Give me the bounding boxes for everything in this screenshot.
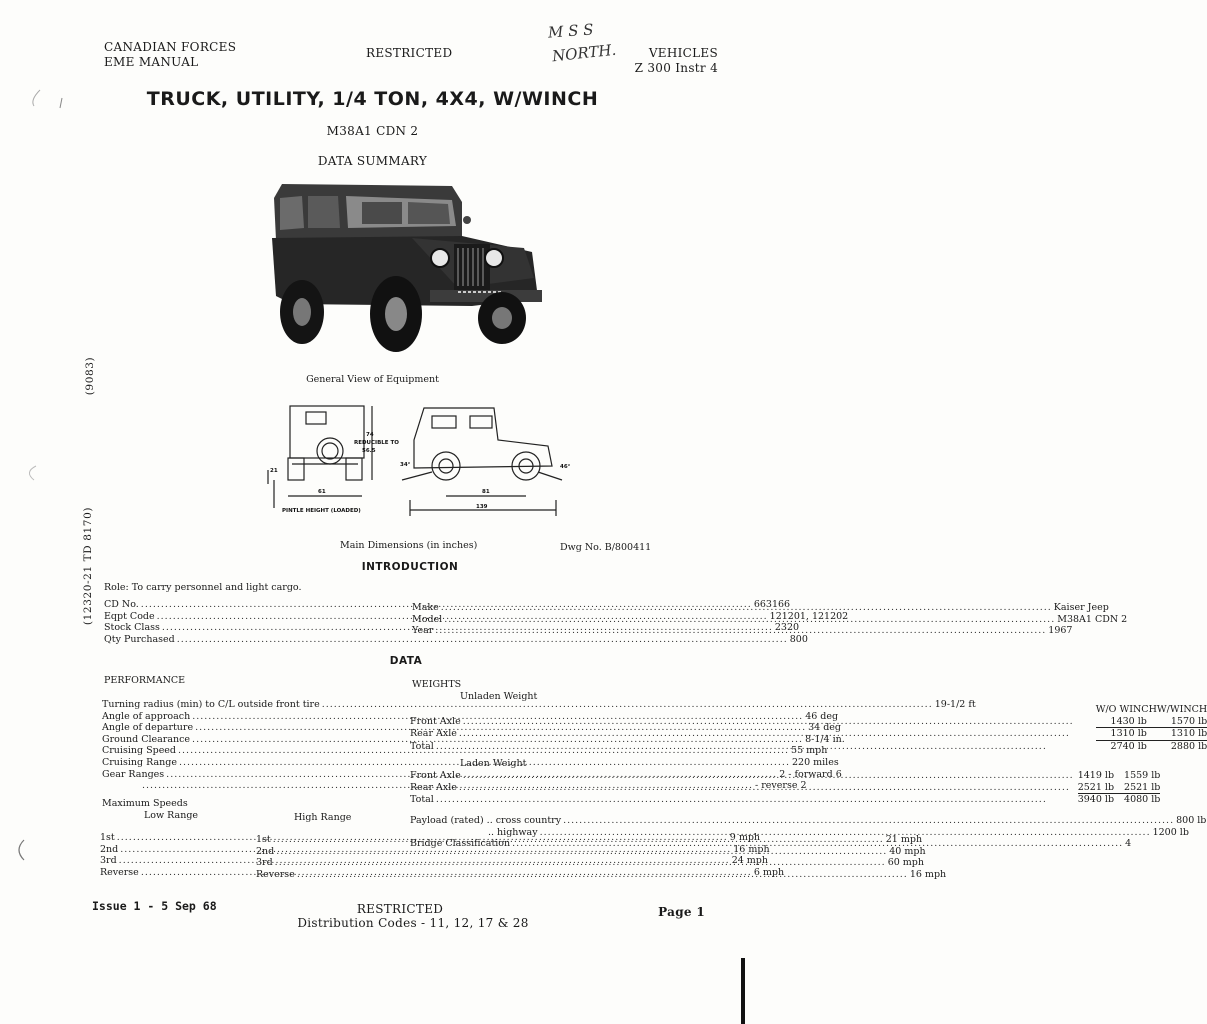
dim-pintle-label: PINTLE HEIGHT (LOADED) [282,508,361,514]
data-summary-heading: DATA SUMMARY [317,154,428,168]
handwritten-note-1: M S S [547,20,595,42]
dim-overall-length: 139 [476,504,488,510]
performance-heading: PERFORMANCE [104,675,186,686]
list-item: CD No. ..... 663166 [104,599,398,611]
dimensions-caption: Main Dimensions (in inches) [340,540,478,551]
laden-weight-table [410,770,1160,806]
list-item: Reverse ..... 16 mph [256,869,398,881]
list-item: Turning radius (min) to C/L outside front tire ..... 19-1/2 ft [102,699,398,711]
model-subtitle: M38A1 CDN 2 [326,124,419,138]
header-manual: EME MANUAL [104,55,199,69]
jeep-photo [262,178,547,358]
max-speeds-heading: Maximum Speeds [102,798,188,809]
list-item: Angle of approach ..... 46 deg [102,711,398,723]
footer-restricted: RESTRICTED [356,902,444,916]
dim-approach-angle: 34° [400,462,411,468]
dim-reducible-label: REDUCIBLE TO [354,440,399,446]
unladen-weight-table [410,704,1207,752]
data-heading: DATA [389,655,423,667]
laden-heading: Laden Weight [460,758,527,769]
weights-heading: WEIGHTS [412,679,462,690]
distribution-codes: Distribution Codes - 11, 12, 17 & 28 [297,916,529,930]
high-range-heading: High Range [294,812,352,823]
list-item: Eqpt Code ..... 121201, 121202 [104,611,398,623]
drawing-number: Dwg No. B/800411 [560,542,652,553]
list-item: .. highway ..... 1200 lb [410,827,710,839]
side-label-top: (9083) [84,356,96,396]
list-item: 2nd ..... 16 mph [100,844,246,856]
list-item: Make ..... Kaiser Jeep [412,602,711,614]
list-item: Model ..... M38A1 CDN 2 [412,614,711,626]
table-row: Rear Axle ..... 2521 lb 2521 lb [410,782,1160,794]
dim-ground-left: 21 [270,468,278,474]
list-item: Reverse ..... 6 mph [100,867,246,879]
list-item: ..... - reverse 2 [102,780,398,792]
list-item: Payload (rated) .. cross country ..... 800 lb [410,815,710,827]
header-instr: Z 300 Instr 4 [634,61,718,75]
header-right [635,46,718,76]
table-row: Front Axle ..... 1419 lb 1559 lb [410,770,1160,782]
list-item: Year ..... 1967 [412,625,711,637]
list-item: Stock Class ..... 2320 [104,622,398,634]
scan-edge-mark [741,958,745,1024]
dim-track-width: 61 [318,489,326,495]
list-item: Qty Purchased ..... 800 [104,634,398,646]
list-item: Angle of departure ..... 34 deg [102,722,398,734]
dim-wheelbase: 81 [482,489,490,495]
table-row: Front Axle ..... 1430 lb 1570 lb [410,716,1207,728]
dim-reducible-value: 56.5 [362,448,376,454]
unladen-heading: Unladen Weight [460,691,538,702]
dim-departure-angle: 46° [560,464,571,470]
list-item: 1st ..... 9 mph [100,832,246,844]
dim-height: 74 [366,432,374,438]
role-text: Role: To carry personnel and light cargo. [104,582,302,593]
header-restricted: RESTRICTED [366,46,453,60]
list-item: Bridge Classification ..... 4 [410,838,710,850]
column-header-wo-winch: W/O WINCH [1095,704,1157,715]
list-item: 3rd ..... 60 mph [256,857,398,869]
list-item: 3rd ..... 24 mph [100,855,246,867]
list-item: 2nd ..... 40 mph [256,846,398,858]
table-row: Total ..... 3940 lb 4080 lb [410,794,1160,806]
photo-caption: General View of Equipment [306,374,439,385]
low-range-heading: Low Range [144,810,199,821]
punch-hole-marks [10,80,70,880]
table-row: Total ..... 2740 lb 2880 lb [410,740,1207,752]
column-header-w-winch: W/WINCH [1156,704,1207,715]
side-label-bottom: (12320-21 TD 8170) [82,506,94,626]
dimensions-drawing [262,400,572,520]
header-left [104,40,236,70]
list-item: Ground Clearance ..... 8-1/4 in. [102,734,398,746]
page-number: Page 1 [658,905,705,919]
list-item: 1st ..... 21 mph [256,834,398,846]
list-item: Gear Ranges ..... 2 - forward 6 [102,769,398,781]
handwritten-note-2: NORTH. [551,40,618,66]
list-item: Cruising Speed ..... 55 mph [102,745,398,757]
issue-date: Issue 1 - 5 Sep 68 [92,899,217,913]
header-org: CANADIAN FORCES [104,40,237,54]
document-title: TRUCK, UTILITY, 1/4 TON, 4X4, W/WINCH [146,88,599,110]
introduction-heading: INTRODUCTION [361,561,459,573]
list-item: Cruising Range ..... 220 miles [102,757,398,769]
header-category: VEHICLES [648,46,718,60]
table-row: Rear Axle ..... 1310 lb 1310 lb [410,728,1207,741]
